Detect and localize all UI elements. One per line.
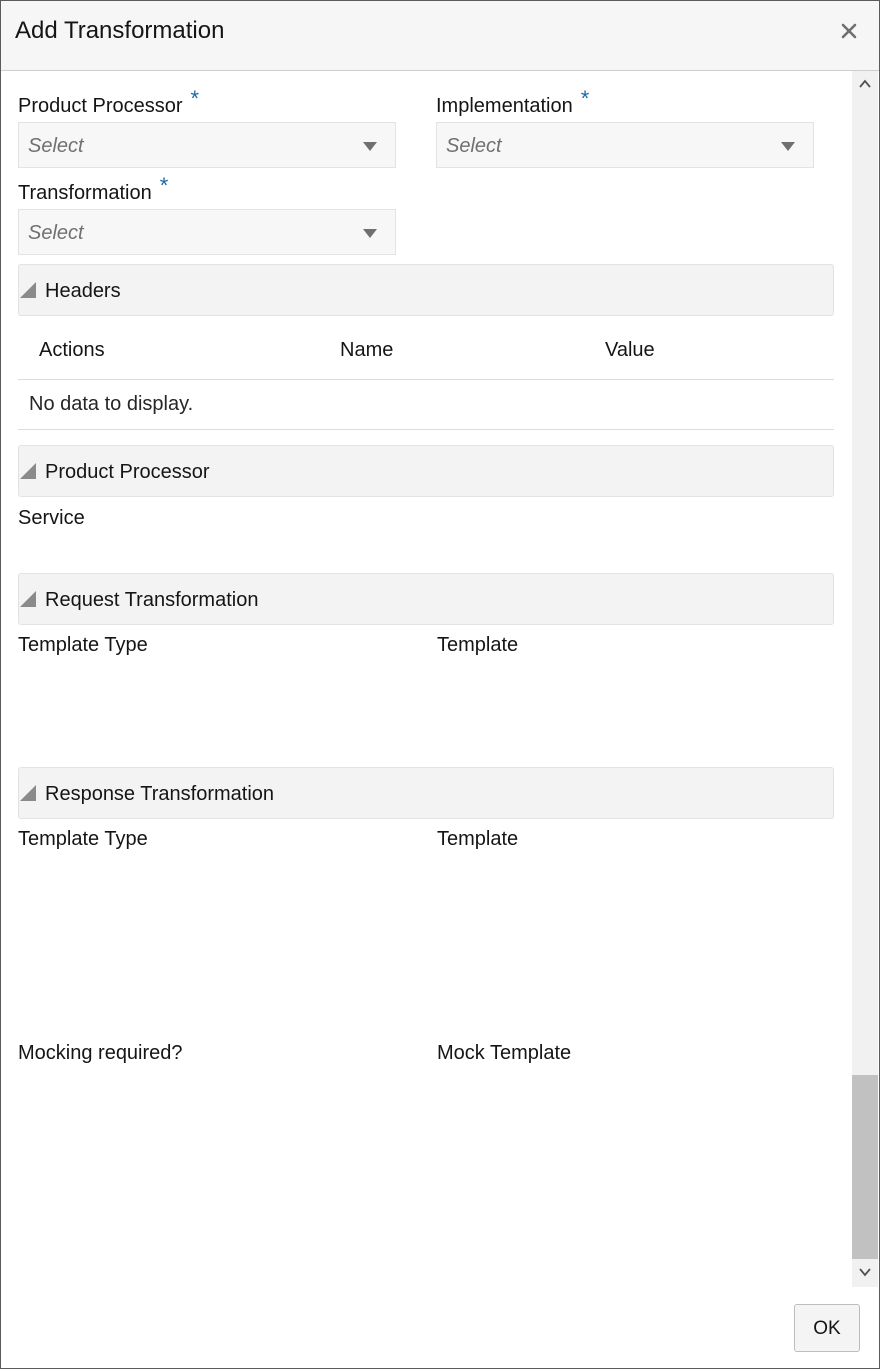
request-template-type-label: Template Type xyxy=(18,634,148,656)
response-transformation-section-title: Response Transformation xyxy=(45,783,275,805)
transformation-label-text: Transformation xyxy=(18,182,152,204)
transformation-placeholder: Select xyxy=(28,222,84,244)
dialog-body xyxy=(1,71,851,1287)
implementation-placeholder: Select xyxy=(446,135,502,157)
close-icon[interactable] xyxy=(837,19,861,43)
required-indicator: * xyxy=(190,86,200,111)
table-bottom-divider xyxy=(18,429,834,430)
vertical-scrollbar[interactable] xyxy=(852,71,878,1287)
dialog-title: Add Transformation xyxy=(15,17,225,44)
headers-column-name: Name xyxy=(340,339,394,361)
collapse-triangle-icon xyxy=(20,785,36,801)
product-processor-select[interactable] xyxy=(18,122,396,168)
collapse-triangle-icon xyxy=(20,282,36,298)
required-indicator: * xyxy=(159,173,169,198)
implementation-label-text: Implementation xyxy=(436,95,573,117)
scroll-up-icon[interactable] xyxy=(858,77,872,91)
request-transformation-section-title: Request Transformation xyxy=(45,589,259,611)
chevron-down-icon xyxy=(781,142,795,151)
product-processor-label xyxy=(18,86,200,118)
collapse-triangle-icon xyxy=(20,591,36,607)
response-transformation-section-toggle[interactable] xyxy=(18,767,834,819)
response-template-type-label: Template Type xyxy=(18,828,148,850)
product-processor-section-toggle[interactable] xyxy=(18,445,834,497)
transformation-label xyxy=(18,173,169,205)
service-label: Service xyxy=(18,507,85,529)
headers-column-value: Value xyxy=(605,339,655,361)
product-processor-placeholder: Select xyxy=(28,135,84,157)
product-processor-section-title: Product Processor xyxy=(45,461,210,483)
dialog-header xyxy=(1,1,879,71)
transformation-select[interactable] xyxy=(18,209,396,255)
table-header-divider xyxy=(18,379,834,380)
mock-template-label: Mock Template xyxy=(437,1042,572,1064)
scrollbar-thumb[interactable] xyxy=(852,1075,878,1259)
headers-section-toggle[interactable] xyxy=(18,264,834,316)
implementation-label xyxy=(436,86,590,118)
chevron-down-icon xyxy=(363,142,377,151)
mocking-required-label: Mocking required? xyxy=(18,1042,183,1064)
product-processor-label-text: Product Processor xyxy=(18,95,183,117)
chevron-down-icon xyxy=(363,229,377,238)
ok-button[interactable]: OK xyxy=(794,1304,860,1352)
request-template-label: Template xyxy=(437,634,519,656)
implementation-select[interactable] xyxy=(436,122,814,168)
response-template-label: Template xyxy=(437,828,519,850)
scroll-down-icon[interactable] xyxy=(858,1265,872,1279)
headers-column-actions: Actions xyxy=(39,339,105,361)
headers-empty-message: No data to display. xyxy=(29,393,194,415)
request-transformation-section-toggle[interactable] xyxy=(18,573,834,625)
headers-section-title: Headers xyxy=(45,280,121,302)
dialog-footer xyxy=(1,1287,879,1368)
required-indicator: * xyxy=(580,86,590,111)
collapse-triangle-icon xyxy=(20,463,36,479)
